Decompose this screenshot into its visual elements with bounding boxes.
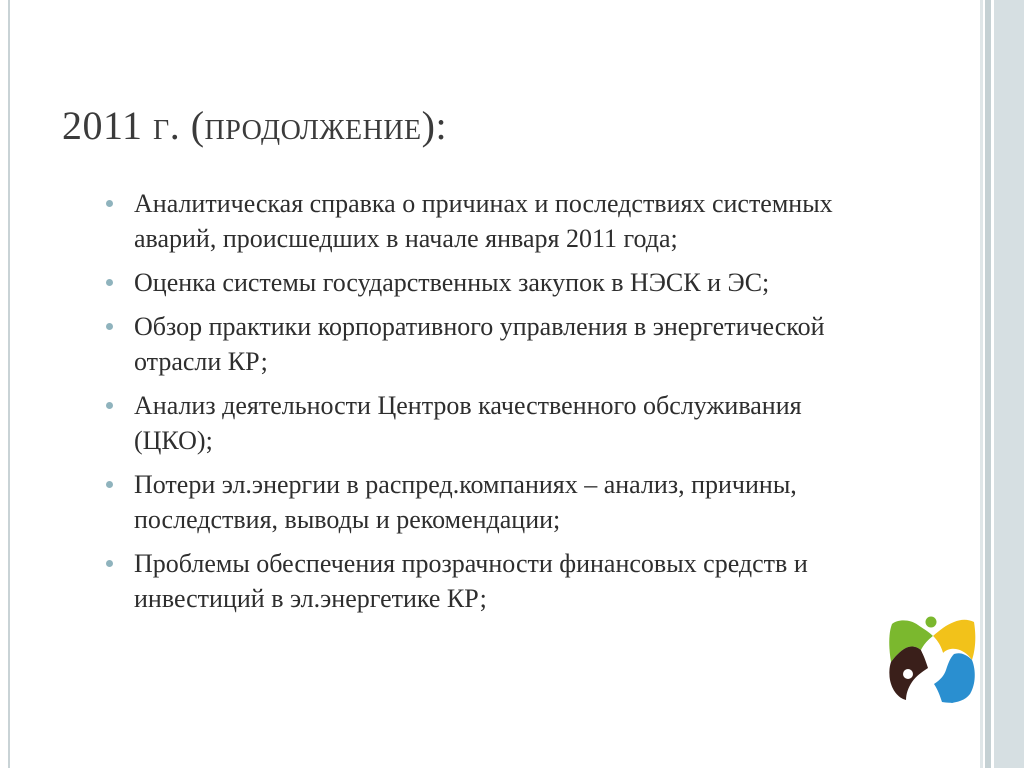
bullet-list (104, 186, 874, 625)
bullet-dot-icon (106, 200, 113, 207)
bullet-text: Анализ деятельности Центров качественного обслуживания (ЦКО); (134, 391, 802, 455)
left-border-rule (8, 0, 10, 768)
bullet-text: Потери эл.энергии в распред.компаниях – анализ, причины, последствия, выводы и рекомендации; (134, 470, 797, 534)
bullet-item (104, 265, 874, 300)
bullet-dot-icon (106, 323, 113, 330)
bullet-dot-icon (106, 481, 113, 488)
bullet-dot-icon (106, 279, 113, 286)
slide-title-text: г. (продолжение): (142, 103, 448, 148)
bullet-text: Аналитическая справка о причинах и последствиях системных аварий, происшедших в начале января 2011 года; (134, 189, 833, 253)
right-decorative-stripes (980, 0, 1024, 768)
bullet-text: Оценка системы государственных закупок в НЭСК и ЭС; (134, 268, 770, 297)
bullet-item (104, 546, 874, 616)
slide-title-number: 2011 (62, 103, 143, 148)
logo-green-head (926, 617, 937, 628)
bullet-text: Проблемы обеспечения прозрачности финансовых средств и инвестиций в эл.энергетике КР; (134, 549, 808, 613)
bullet-item (104, 388, 874, 458)
logo-dark-head (903, 669, 913, 679)
bullet-item (104, 467, 874, 537)
bullet-dot-icon (106, 560, 113, 567)
bullet-dot-icon (106, 402, 113, 409)
slide-title (62, 102, 447, 149)
bullet-item (104, 309, 874, 379)
four-figures-logo-icon (888, 616, 978, 704)
bullet-text: Обзор практики корпоративного управления в энергетической отрасли КР; (134, 312, 825, 376)
bullet-item (104, 186, 874, 256)
logo-blue-head (947, 693, 957, 703)
